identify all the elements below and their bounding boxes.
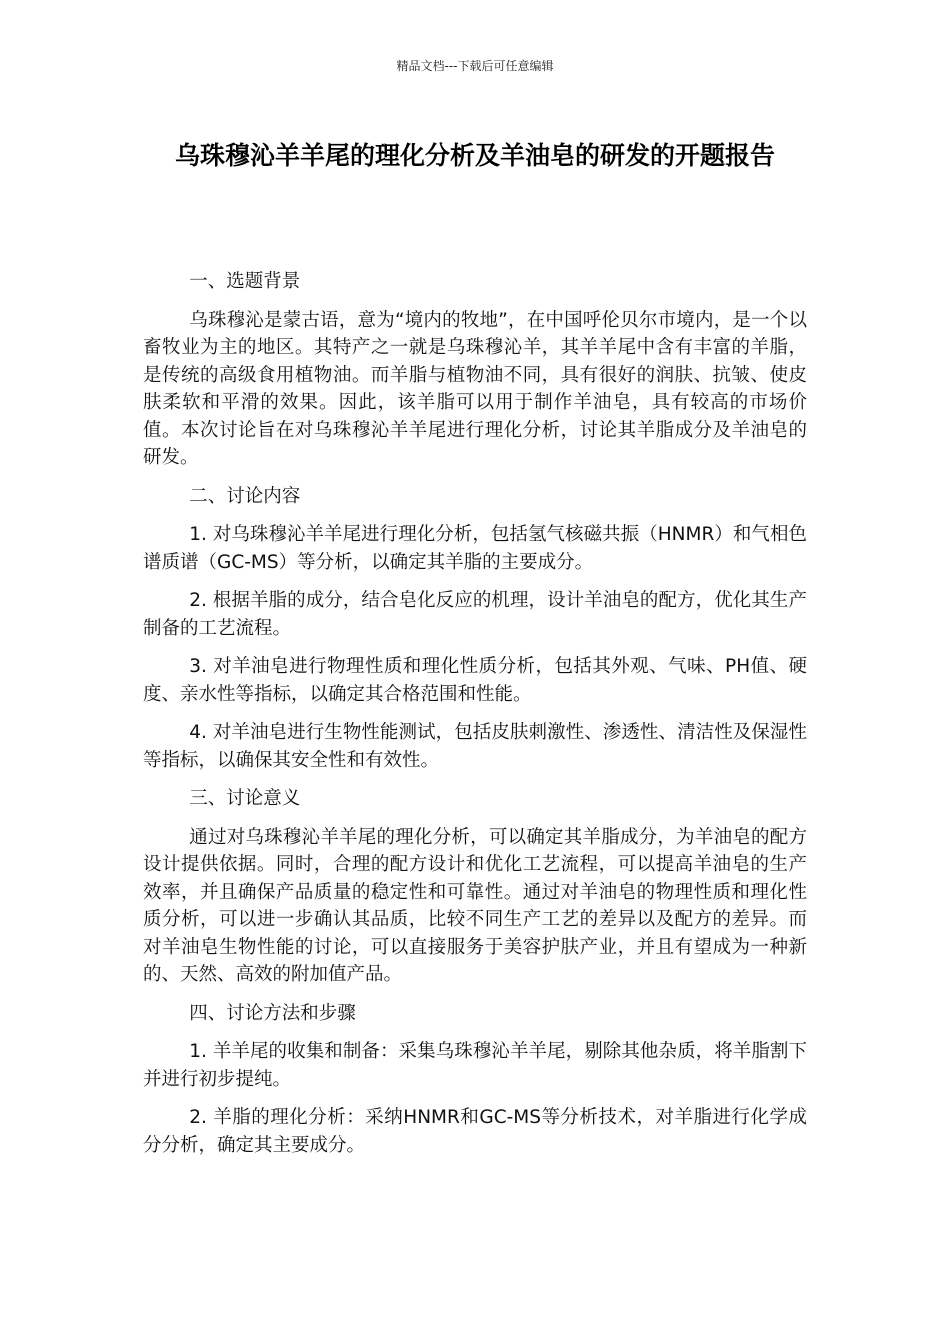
background-paragraph: 乌珠穆沁是蒙古语，意为“境内的牧地”，在中国呼伦贝尔市境内，是一个以畜牧业为主的地区。其特产之一就是乌珠穆沁羊，其羊羊尾中含有丰富的羊脂，是传统的高级食用植物油。而羊脂与植物油不同，具有很好的润肤、抗皱、使皮肤柔软和平滑的效果。因此，该羊脂可以用于制作羊油皂，具有较高的市场价值。本次讨论旨在对乌珠穆沁羊羊尾进行理化分析，讨论其羊脂成分及羊油皂的研发。 (143, 309, 807, 468)
document-body (143, 268, 807, 1170)
section-heading-significance: 三、讨论意义 (189, 788, 301, 809)
content-item-3: 3. 对羊油皂进行物理性质和理化性质分析，包括其外观、气味、PH值、硬度、亲水性等指标，以确定其合格范围和性能。 (143, 656, 807, 705)
content-item-1: 1. 对乌珠穆沁羊羊尾进行理化分析，包括氢气核磁共振（HNMR）和气相色谱质谱（GC-MS）等分析，以确定其羊脂的主要成分。 (143, 524, 807, 573)
content-item-2: 2. 根据羊脂的成分，结合皂化反应的机理，设计羊油皂的配方，优化其生产制备的工艺流程。 (143, 590, 807, 639)
methods-item-1: 1. 羊羊尾的收集和制备：采集乌珠穆沁羊羊尾，剔除其他杂质，将羊脂割下并进行初步提纯。 (143, 1041, 807, 1090)
section-heading-content: 二、讨论内容 (189, 485, 301, 507)
document-title: 乌珠穆沁羊羊尾的理化分析及羊油皂的研发的开题报告 (174, 141, 775, 170)
methods-item-2: 2. 羊脂的理化分析：采纳HNMR和GC-MS等分析技术，对羊脂进行化学成分分析，确定其主要成分。 (143, 1107, 807, 1156)
section-heading-methods: 四、讨论方法和步骤 (189, 1002, 356, 1024)
section-heading-background: 一、选题背景 (189, 271, 301, 292)
content-item-4: 4. 对羊油皂进行生物性能测试，包括皮肤刺激性、渗透性、清洁性及保湿性等指标，以确保其安全性和有效性。 (143, 722, 807, 771)
page-header-note: 精品文档---下载后可任意编辑 (396, 59, 554, 73)
significance-paragraph: 通过对乌珠穆沁羊羊尾的理化分析，可以确定其羊脂成分，为羊油皂的配方设计提供依据。同时，合理的配方设计和优化工艺流程，可以提高羊油皂的生产效率，并且确保产品质量的稳定性和可靠性。通过对羊油皂的物理性质和理化性质分析，可以进一步确认其品质，比较不同生产工艺的差异以及配方的差异。而对羊油皂生物性能的讨论，可以直接服务于美容护肤产业，并且有望成为一种新的、天然、高效的附加值产品。 (143, 826, 807, 985)
